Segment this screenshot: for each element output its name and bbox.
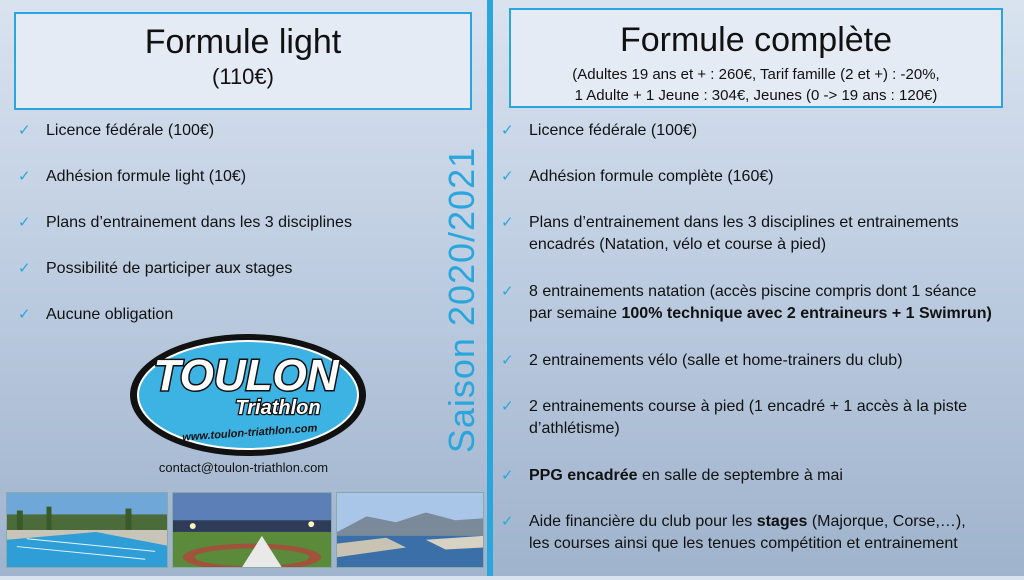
check-icon: ✓ <box>501 398 514 415</box>
check-icon: ✓ <box>501 168 514 185</box>
vertical-divider <box>487 0 493 576</box>
formule-light-title: Formule light <box>144 23 342 61</box>
list-item: ✓ Aide financière du club pour les stages (Majorque, Corse,…), les courses ainsi que les tenues compétition et entrainement <box>501 513 966 552</box>
check-icon: ✓ <box>18 306 31 323</box>
pricing-line-1: (Adultes 19 ans et + : 260€, Tarif famille (2 et +) : -20%, <box>572 66 940 83</box>
toulon-triathlon-logo <box>128 332 368 458</box>
check-icon: ✓ <box>501 214 514 231</box>
check-icon: ✓ <box>501 513 514 530</box>
list-item: ✓ 8 entrainements natation (accès piscine compris dont 1 séance par semaine 100% technique avec 2 entraineurs + 1 Swimrun) <box>501 283 992 322</box>
formule-complete-box <box>509 8 1003 108</box>
check-icon: ✓ <box>501 283 514 300</box>
list-item: ✓ 2 entrainements course à pied (1 encadré + 1 accès à la piste d’athlétisme) <box>501 398 968 437</box>
formule-light-box <box>14 12 472 110</box>
check-icon: ✓ <box>18 260 31 277</box>
check-icon: ✓ <box>501 467 514 484</box>
formule-light-list <box>18 120 458 350</box>
formule-complete-title: Formule complète <box>619 21 893 59</box>
stadium-photo <box>172 492 332 568</box>
list-item: ✓ Licence fédérale (100€) <box>18 120 458 142</box>
list-item: ✓ Adhésion formule light (10€) <box>18 166 458 188</box>
bay-photo <box>336 492 484 568</box>
list-item: ✓ 2 entrainements vélo (salle et home-trainers du club) <box>501 350 1016 372</box>
logo-main-text: TOULON <box>153 351 339 400</box>
check-icon: ✓ <box>501 122 514 139</box>
pricing-line-2: 1 Adulte + 1 Jeune : 304€, Jeunes (0 -> 19 ans : 120€) <box>574 87 938 104</box>
list-item: ✓ Licence fédérale (100€) <box>501 120 1016 142</box>
check-icon: ✓ <box>18 168 31 185</box>
list-item: ✓ PPG encadrée en salle de septembre à mai <box>501 465 1016 487</box>
list-item: ✓ Plans d’entrainement dans les 3 disciplines <box>18 212 458 234</box>
logo-url-text: www.toulon-triathlon.com <box>181 422 318 444</box>
check-icon: ✓ <box>501 352 514 369</box>
formule-complete-list <box>501 120 1016 580</box>
check-icon: ✓ <box>18 214 31 231</box>
logo-sub-text: Triathlon <box>235 397 321 419</box>
formule-complete-pricing <box>511 64 1001 106</box>
list-item: ✓ Adhésion formule complète (160€) <box>501 166 1016 188</box>
list-item: ✓ Possibilité de participer aux stages <box>18 258 458 280</box>
list-item: ✓ Aucune obligation <box>18 304 458 326</box>
formule-light-price: (110€) <box>212 64 274 89</box>
contact-email: contact@toulon-triathlon.com <box>158 460 329 475</box>
list-item: ✓ Plans d’entrainement dans les 3 disciplines et entrainements encadrés (Natation, vélo et course à pied) <box>501 214 959 253</box>
pool-photo <box>6 492 168 568</box>
check-icon: ✓ <box>18 122 31 139</box>
